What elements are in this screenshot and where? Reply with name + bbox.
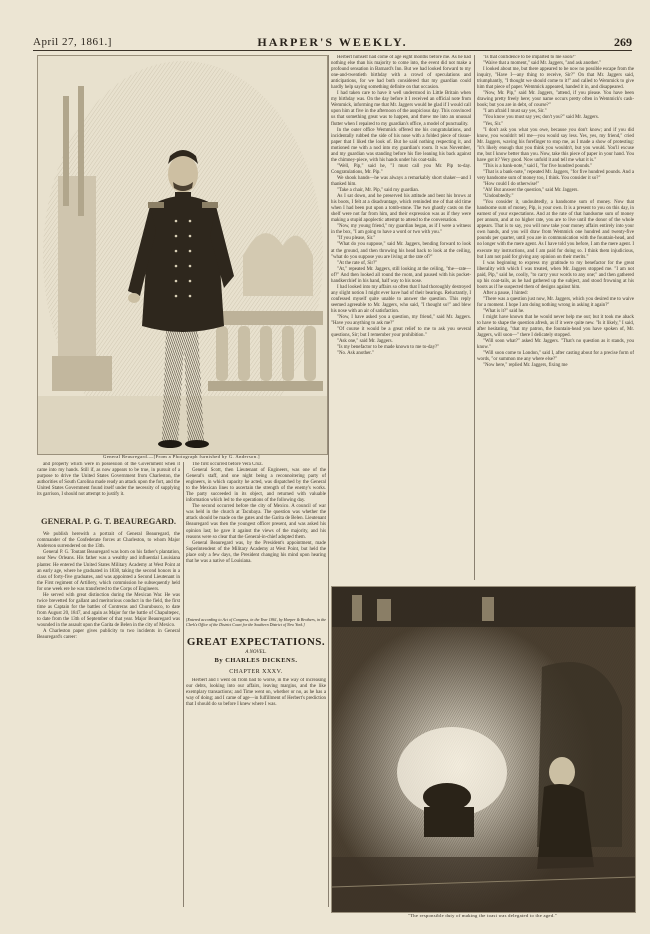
story-paragraph: "This is a bank-note," said I, "for five hundred pounds." [483, 163, 593, 169]
story-paragraph: "Now here," replied Mr. Jaggers, fixing me [483, 363, 568, 369]
story-paragraph: "Ask one," said Mr. Jaggers. [337, 339, 393, 345]
story-paragraph: "What do you suppose," said Mr. Jaggers, bending forward to look at the ground, and then throwing his head back to look at the ceiling, "what do you suppose you are living at the rate of?" [331, 242, 471, 260]
story-paragraph: As I sat down, and he preserved his attitude and bent his brows at his boots, I felt at a disadvantage, which reminded me of that old time when I had been put upon a tomb-stone. The two ghastly casts on the shelf were not far from him, and their expression was as if they were making a stupid apoplectic attempt to attend to the conversation. [331, 194, 471, 224]
article-paragraph: The first occurred before Vera Cruz. [192, 462, 263, 467]
article-paragraph: General Beauregard was, by the President's appointment, made Superintendent of the Military Academy at West Point, but held the place only a few days, the President changing his mind upon hearing that he was a native of Louisiana. [186, 540, 326, 564]
story-paragraph: "How could I do otherwise!" [483, 181, 540, 187]
story-body [186, 678, 326, 908]
story-paragraph: "At the rate of, Sir?" [337, 260, 378, 266]
story-paragraph: "Undoubtedly." [483, 194, 514, 200]
story-paragraph: "Ah! But answer the question," said Mr. Jaggers. [483, 188, 579, 194]
story-paragraph: "You consider it, undoubtedly, a handsome sum of money. Now that handsome sum of money, Pip, is your own. It is a present to you on this day, in earnest of your expectations. And at the rate of that handsome sum of money per annum, and at no higher rate, you are to live until the donor of the whole appears. That is to say, you will now take your money affairs entirely into your own hands, and you will draw from Wemmick one hundred and twenty-five pounds per quarter, until you are in communication with the fountain-head, and no longer with the mere agent. As I have told you before, I am the mere agent. I execute my instructions, and I am paid for doing so. I think them injudicious, but I am not paid for giving any opinion on their merits." [477, 200, 634, 260]
page-number: 269 [614, 35, 632, 49]
story-paragraph: "That is a bank-note," repeated Mr. Jaggers, "for five hundred pounds. And a very handsome sum of money too, I think. You consider it so?" [477, 169, 634, 181]
toast-scene-engraving [331, 586, 636, 913]
story-subtitle: A NOVEL. [245, 650, 267, 655]
story-paragraph: "Waive that a moment," said Mr. Jaggers, "and ask another." [483, 61, 602, 67]
story-paragraph: "If you please, Sir." [337, 236, 376, 242]
story-paragraph: "Now, Mr. Pip," said Mr. Jaggers, "attend, if you please. You have been drawing pretty freely here; your name occurs pretty often in Wemmick's cash-book; but you are in debt, of course?" [477, 91, 634, 109]
portrait-caption: General Beauregard.—[From a Photograph furnished by G. Anderson.] [103, 454, 260, 459]
story-paragraph: "Now, I have asked you a question, my friend," said Mr. Jaggers. "Have you anything to ask me?" [331, 315, 471, 327]
story-paragraph: "Take a chair, Mr. Pip," said my guardian. [337, 188, 420, 194]
beauregard-portrait-engraving [37, 55, 328, 455]
story-paragraph: "I am afraid I must say yes, Sir." [483, 109, 547, 115]
story-paragraph: "Will soon what?" asked Mr. Jaggers. "That's no question as it stands, you know." [477, 339, 634, 351]
article-paragraph: The second occurred before the city of Mexico. A council of war was held in the church at Tacubaya. The question was whether the attack should be made on the gates and the Garita de Belen. Lieutenant Beauregard was then the youngest officer present, and was asked his opinion last; he gave it against the views of the majority, and his reasons were so clear that the General-in-chief adopted them. [186, 504, 326, 540]
story-author: By CHARLES DICKENS. [214, 657, 298, 664]
article-paragraph: A Charleston paper gives publicity to two incidents in General Beauregard's career: [37, 629, 180, 641]
column-3 [331, 55, 471, 580]
story-paragraph: I had looked into my affairs so often that I had thoroughly destroyed any slight notion I might ever have had of their bearings. Reluctantly, I confessed myself quite unable to answer the question. This reply seemed agreeable to Mr. Jaggers, who said, "I thought so!" and blew his nose with an air of satisfaction. [331, 284, 471, 314]
portrait-illustration [38, 56, 327, 454]
story-paragraph: "Will soon come to London," said I, after casting about for a precise form of words, "or summon me any where else?" [477, 351, 634, 363]
chapter-heading: CHAPTER XXXV. [229, 669, 283, 675]
copyright-notice: [Entered according to Act of Congress, in the Year 1861, by Harper & Brothers, in the Clerk's Office of the District Court for the Southern District of New York.] [186, 617, 326, 627]
story-paragraph: I was beginning to express my gratitude to my benefactor for the great liberality with which I was treated, when Mr. Jaggers stopped me. "I am not paid, Pip," said he, coolly, "to carry your words to any one;" and then gathered up his coat-tails, as he had gathered up the subject, and stood frowning at his boots as if he suspected them of designs against him. [477, 260, 634, 290]
story-paragraph: "Is my benefactor to be made known to me to-day?" [337, 345, 440, 351]
story-paragraph: "Now, my young friend," my guardian began, as if I were a witness in the box, "I am going to have a word or two with you." [331, 224, 471, 236]
column-4 [477, 55, 634, 580]
column-1 [37, 462, 180, 907]
article-paragraph: General P. G. Toutant Beauregard was born on his father's plantation, near New Orleans. His father was a wealthy and influential Louisiana planter. He entered the United States Military Academy at West Point at an early age, where he graduated in 1838, taking the second honors in a class of forty-five graduates, and was appointed a Second Lieutenant in the First regiment of Artillery, which commission he subsequently held for one week ere he was transferred to the Corps of Engineers. [37, 550, 180, 592]
column-rule [328, 55, 329, 907]
column-rule [183, 462, 184, 907]
story-paragraph: In the outer office Wemmick offered me his congratulations, and incidentally rubbed the side of his nose with a folded piece of tissue-paper that I liked the look of. But he said nothing respecting it, and motioned me with a nod into my guardian's room. It was November, and my guardian was standing before his fire leaning his back against the chimney-piece, with his hands under his coat-tails. [331, 127, 471, 163]
story-paragraph: Herbert himself had come of age eight months before me. As he had nothing else than his majority to come into, the event did not make a profound sensation in Barnard's Inn. But we had looked forward to my one-and-twentieth birthday with a crowd of speculations and anticipations, for we had both considered that my guardian could hardly help saying something definite on that occasion. [331, 55, 471, 91]
story-paragraph: "At," repeated Mr. Jaggers, still looking at the ceiling, "the—rate—of?" And then looked all round the room, and paused with his pocket-handkerchief in his hand, half way to his nose. [331, 266, 471, 284]
story-paragraph: "I don't ask you what you owe, because you don't know; and if you did know, you wouldn't tell me—you would say less. Yes, yes, my friend," cried Mr. Jaggers, waving his forefinger to stop me, as I made a show of protesting: "it's likely enough that you think you wouldn't, but you would. You'll excuse me, but I know better than you. Now, take this piece of paper in your hand. You have got it? Very good. Now unfold it and tell me what it is." [477, 127, 634, 163]
scene-caption: "The responsible duty of making the toast was delegated to the aged." [408, 913, 557, 918]
beauregard-heading: GENERAL P. G. T. BEAUREGARD. [41, 516, 176, 527]
masthead-title: HARPER'S WEEKLY. [257, 35, 408, 49]
story-paragraph: "Yes, Sir." [483, 121, 504, 127]
column-2 [186, 462, 326, 614]
story-paragraph: I might have known that he would never help me out; but it took me aback to have to shape the question afresh, as if it were quite new. "Is it likely," I said, after hesitating, "that my patron, the fountain-head you have spoken of, Mr. Jaggers, will soon—" there I delicately stopped. [477, 315, 634, 339]
story-paragraph: "What is it?" said he. [483, 308, 525, 314]
article-paragraph: General Scott, then Lieutenant of Engineers, was one of the General's staff, and one night being a reconnoitering party of engineers, in which capacity he acted, was dispatched by the General to the Mexican lines to ascertain the strength of the enemy's works. The party succeeded in its object, and returned with valuable information which led to the operations of the following day. [186, 468, 326, 504]
scene-illustration [332, 587, 635, 912]
issue-date: April 27, 1861.] [33, 36, 112, 48]
story-paragraph: "Is that confidence to be imparted to me soon?" [483, 55, 577, 60]
story-paragraph: "No. Ask another." [337, 351, 374, 357]
story-paragraph: Herbert and I went on from bad to worse, in the way of increasing our debts, looking into our affairs, leaving margins, and the like exemplary transactions; and Time went on, whether or no, as he has a way of doing; and I came of age—in fulfillment of Herbert's prediction that I should do so before I knew where I was. [186, 678, 326, 708]
story-paragraph: "Well, Pip," said he, "I must call you Mr. Pip to-day. Congratulations, Mr. Pip." [331, 163, 471, 175]
story-title: GREAT EXPECTATIONS. [186, 636, 326, 648]
story-paragraph: I looked about me, but there appeared to be now no possible escape from the inquiry, "Have I—any thing to receive, Sir?" On that Mr. Jaggers said, triumphantly, "I thought we should come to it!" and called to Wemmick to give him that piece of paper. Wemmick appeared, handed it in, and disappeared. [477, 67, 634, 91]
story-paragraph: "There was a question just now, Mr. Jaggers, which you desired me to waive for a moment. I hope I am doing nothing wrong in asking it again?" [477, 296, 634, 308]
article-paragraph: We publish herewith a portrait of General Beauregard, the commander of the Confederate forces at Charleston, to whom Major Anderson surrendered on the 13th. [37, 532, 180, 550]
story-paragraph: I had taken care to have it well understood in Little Britain when my birthday was. On the day before it I received an official note from Wemmick, informing me that Mr. Jaggers would be glad if I would call upon him at five in the afternoon of the auspicious day. This convinced us that something great was to happen, and threw me into an unusual flutter when I repaired to my guardian's office, a model of punctuality. [331, 91, 471, 127]
article-intro-paragraph: and property which were in possession of the Government when it came into my hands. Still if, as now appears to be true, in pursuit of a purpose to drive the United States Government from Charleston, the authorities of South Carolina made ready an attack upon the fort, and the United States Government found itself under the necessity of supplying its garrison, I should not attempt to justify it. [37, 462, 180, 498]
article-paragraph: He served with great distinction during the Mexican War. He was twice brevetted for gallant and meritorious conduct in the field, the first time as Captain for the battles of Contreras and Churubusco, to date from August 20, 1847, and again as Major for the battle of Chapultepec, to date from the 13th of September of that year. Major Beauregard was wounded in the assault upon the Garita de Belen in the city of Mexico. [37, 592, 180, 628]
story-paragraph: "You know you must say yes; don't you?" said Mr. Jaggers. [483, 115, 600, 121]
story-paragraph: "Of course it would be a great relief to me to ask you several questions, Sir; but I remember your prohibition." [331, 327, 471, 339]
story-paragraph: We shook hands—he was always a remarkably short shaker—and I thanked him. [331, 175, 471, 187]
column-rule [474, 55, 475, 580]
story-paragraph: After a pause, I hinted: [483, 290, 528, 296]
running-head [33, 36, 632, 51]
